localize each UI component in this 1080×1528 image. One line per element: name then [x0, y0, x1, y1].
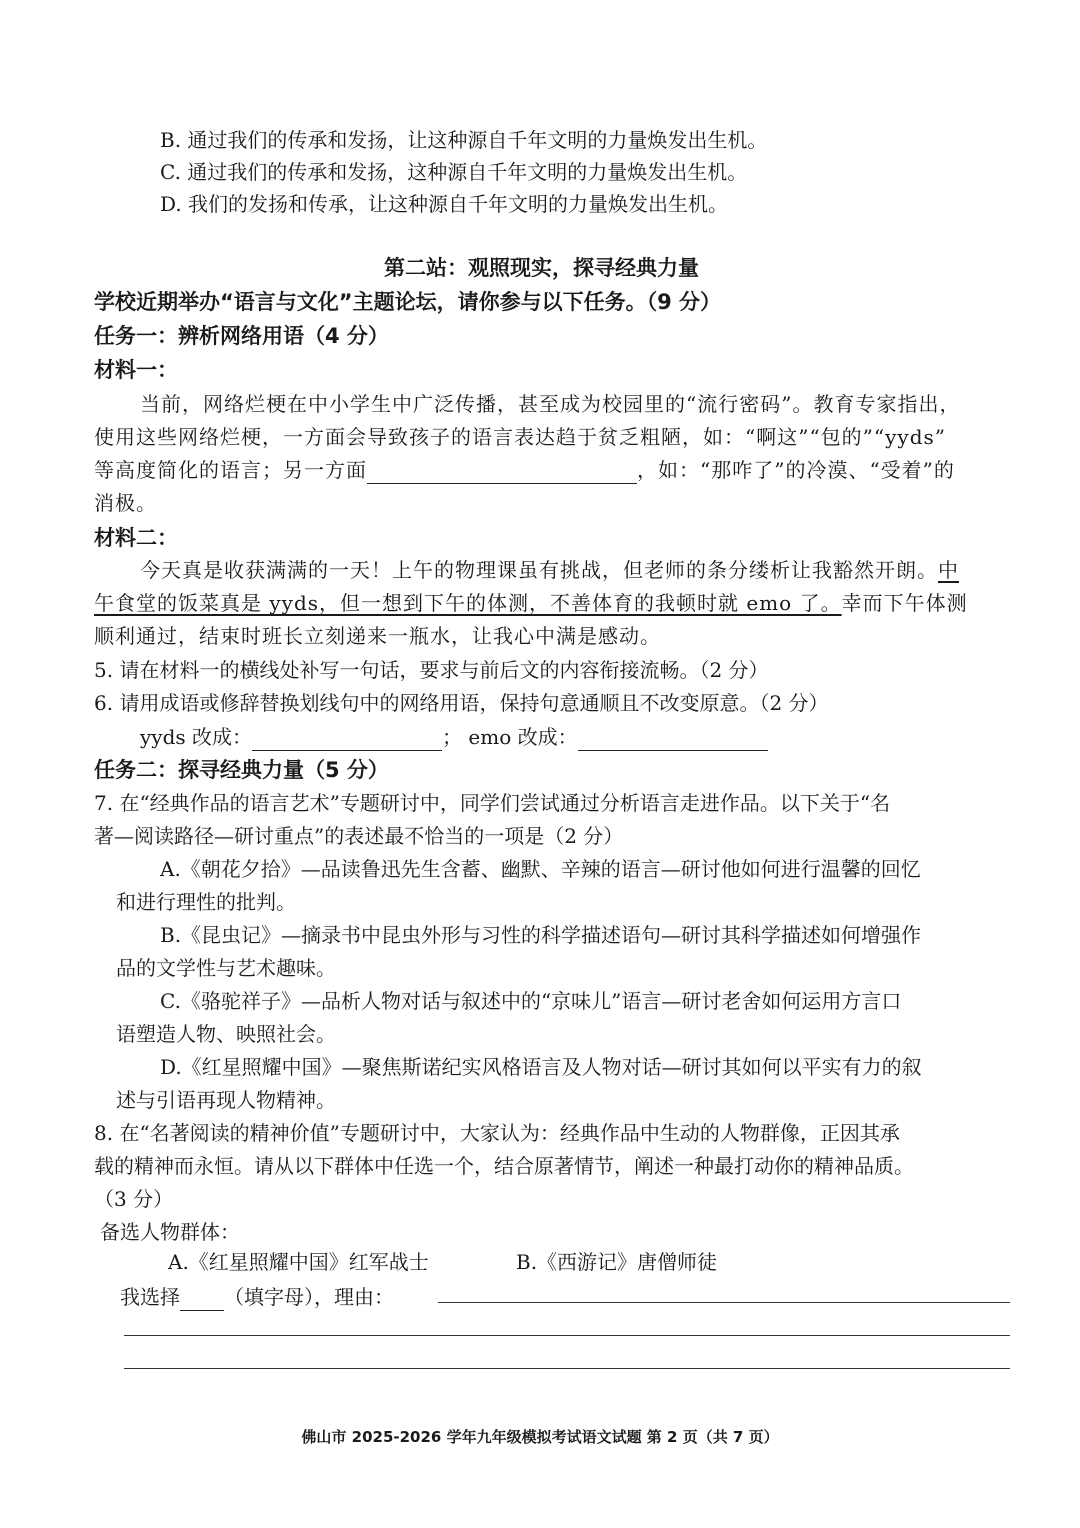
q7-option-d-line2: 述与引语再现人物精神。	[116, 1088, 336, 1112]
material2-line3: 顺利通过，结束时班长立刻递来一瓶水，让我心中满是感动。	[94, 624, 661, 648]
question-7-line2: 著—阅读路径—研讨重点”的表述最不恰当的一项是（2 分）	[94, 824, 624, 848]
station-title: 第二站：观照现实，探寻经典力量	[384, 256, 699, 280]
material2-line1-text: 今天真是收获满满的一天！上午的物理课虽有挑战，但老师的条分缕析让我豁然开朗。	[140, 558, 938, 582]
q7-option-d-line1: D.《红星照耀中国》—聚焦斯诺纪实风格语言及人物对话—研讨其如何以平实有力的叙	[160, 1055, 922, 1079]
q6-separator: ；	[442, 725, 463, 749]
q8-group-a: A.《红星照耀中国》红军战士	[168, 1250, 429, 1274]
q4-option-d: D. 我们的发扬和传承，让这种源自千年文明的力量焕发出生机。	[160, 192, 729, 216]
q5-answer-blank[interactable]	[367, 463, 637, 484]
task1-heading: 任务一：辨析网络用语（4 分）	[94, 324, 389, 348]
q4-option-b: B. 通过我们的传承和发扬，让这种源自千年文明的力量焕发出生机。	[160, 128, 768, 152]
material1-line2: 使用这些网络烂梗，一方面会导致孩子的语言表达趋于贫乏粗陋，如：“啊这”“包的”“yyds”	[94, 425, 947, 449]
q8-reason-label: （填字母），理由：	[224, 1285, 394, 1309]
question-8-line3: （3 分）	[94, 1187, 174, 1211]
q8-reason-blank-3[interactable]	[124, 1368, 1010, 1369]
page-footer: 佛山市 2025-2026 学年九年级模拟考试语文试题 第 2 页（共 7 页）	[301, 1428, 779, 1446]
material2-line1	[140, 556, 959, 584]
q8-answer-line	[120, 1283, 394, 1311]
q6-emo-label: emo 改成：	[468, 725, 578, 749]
q8-groups-label: 备选人物群体：	[100, 1220, 240, 1244]
q7-option-b-line2: 品的文学性与艺术趣味。	[116, 956, 336, 980]
question-6: 6. 请用成语或修辞替换划线句中的网络用语，保持句意通顺且不改变原意。（2 分）	[94, 691, 829, 715]
material1-line3-start: 等高度简化的语言；另一方面	[94, 458, 367, 482]
question-5: 5. 请在材料一的横线处补写一句话，要求与前后文的内容衔接流畅。（2 分）	[94, 658, 769, 682]
task2-heading: 任务二：探寻经典力量（5 分）	[94, 758, 389, 782]
question-8-line1: 8. 在“名著阅读的精神价值”专题研讨中，大家认为：经典作品中生动的人物群像，正因其承	[94, 1121, 900, 1145]
q6-answer-line	[140, 723, 768, 751]
material1-line3-end: ，如：“那咋了”的冷漠、“受着”的	[637, 458, 955, 482]
material2-heading: 材料二：	[94, 526, 178, 550]
q7-option-a-line2: 和进行理性的批判。	[116, 890, 296, 914]
q8-group-b: B.《西游记》唐僧师徒	[516, 1250, 718, 1274]
question-8-line2: 载的精神而永恒。请从以下群体中任选一个，结合原著情节，阐述一种最打动你的精神品质。	[94, 1154, 914, 1178]
material2-underlined-sentence: 午食堂的饭菜真是 yyds，但一想到下午的体测，不善体育的我顿时就 emo 了。	[94, 591, 842, 615]
q4-option-c: C. 通过我们的传承和发扬，这种源自千年文明的力量焕发出生机。	[160, 160, 748, 184]
q8-reason-blank-2[interactable]	[124, 1335, 1010, 1336]
q7-option-b-line1: B.《昆虫记》—摘录书中昆虫外形与习性的科学描述语句—研讨其科学描述如何增强作	[160, 923, 922, 947]
q6-yyds-blank[interactable]	[252, 730, 442, 751]
q8-choose-label: 我选择	[120, 1285, 180, 1309]
material2-line2-end: 幸而下午体测	[841, 591, 968, 615]
q8-reason-blank-1[interactable]	[438, 1302, 1010, 1303]
q6-yyds-label: yyds 改成：	[140, 725, 253, 749]
material1-line4: 消极。	[94, 491, 157, 515]
q7-option-a-line1: A.《朝花夕拾》—品读鲁迅先生含蓄、幽默、辛辣的语言—研讨他如何进行温馨的回忆	[160, 857, 921, 881]
q7-option-c-line1: C.《骆驼祥子》—品析人物对话与叙述中的“京味儿”语言—研讨老舍如何运用方言口	[160, 989, 902, 1013]
q8-letter-blank[interactable]	[180, 1290, 224, 1311]
material2-underlined-start: 中	[938, 558, 959, 582]
station-intro: 学校近期举办“语言与文化”主题论坛，请你参与以下任务。（9 分）	[94, 290, 722, 314]
material1-line3	[94, 456, 955, 484]
q7-option-c-line2: 语塑造人物、映照社会。	[116, 1022, 336, 1046]
question-7-line1: 7. 在“经典作品的语言艺术”专题研讨中，同学们尝试通过分析语言走进作品。以下关于“名	[94, 791, 891, 815]
material2-line2	[94, 589, 968, 617]
q6-emo-blank[interactable]	[578, 730, 768, 751]
material1-line1: 当前，网络烂梗在中小学生中广泛传播，甚至成为校园里的“流行密码”。教育专家指出，	[140, 392, 961, 416]
material1-heading: 材料一：	[94, 358, 178, 382]
